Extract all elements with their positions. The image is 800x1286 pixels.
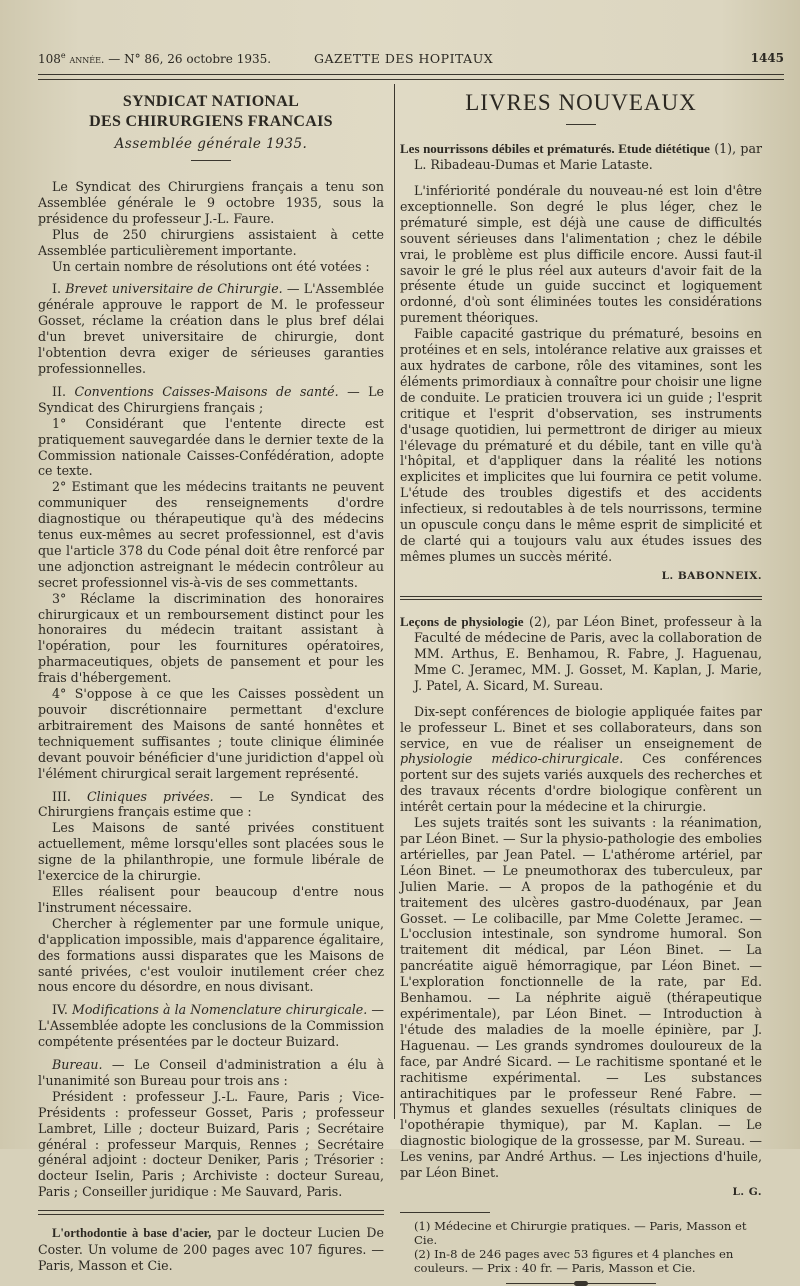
footnotes [400,1219,762,1275]
article-title: SYNDICAT NATIONAL DES CHIRURGIENS FRANCAIS [89,93,333,130]
paragraph: L'infériorité pondérale du nouveau-né est loin d'être exceptionnelle. Son degré le plus léger, chez le prématuré simple, est déjà une cause de difficultés souvent sérieuses dans l'alimentation ; chez le débile vrai, le problème est plus difficile encore. Aussi faut-il savoir le gré le plus réel aux auteurs d'avoir fait de la présente étude un guide succinct et logiquement ordonné, d'où sont éliminées toutes les considérations purement théoriques. [400,183,762,326]
section-conventions: II. Conventions Caisses-Maisons de santé. — Le Syndicat des Chirurgiens français ; [38,383,384,415]
left-column [38,88,384,1274]
paragraph: 2° Estimant que les médecins traitants ne peuvent communiquer des renseignements d'ordre diagnostique ou thérapeutique qu'à des médecins tenus eux-mêmes au secret professionnel, est d'avis que l'article 378 du Code pénal doit être renforcé par une adjonction astreignant le médecin contrôleur au secret professionnel vis-à-vis de ses commettants. [38,479,384,590]
book-notice: L'orthodontie à base d'acier, par le docteur Lucien De Coster. Un volume de 200 pages avec 107 figures. — Paris, Masson et Cie. [38,1225,384,1273]
right-column [400,88,762,1284]
paragraph: Elles réalisent pour beaucoup d'entre nous l'instrument nécessaire. [38,883,384,915]
paragraph: Les sujets traités sont les suivants : la réanimation, par Léon Binet. — Sur la physio-pathologie des embolies artérielles, par Jean Patel. — L'athérome artériel, par Léon Binet. — Le pneumothorax des tuberculeux, par Julien Marie. — A propos de la pathogénie et du traitement des ulcères gastro-duodénaux, par Jean Gosset. — Le colibacille, par Mme Colette Jeramec. — L'occlusion intestinale, son syndrome humoral. Son traitement dit médical, par Léon Binet. — La pancréatite aiguë hémorragique, par Léon Binet. — L'exploration fonctionnelle de la rate, par Ed. Benhamou. — La néphrite aiguë (thérapeutique expérimentale), par Léon Binet. — Introduction à l'étude des maladies de la moelle épinière, par J. Haguenau. — Les grands syndromes douloureux de la face, par André Sicard. — Le rachitisme spontané et le rachitisme expérimental. — Les substances antirachitiques par le professeur René Fabre. — Thymus et glandes sexuelles (résultats cliniques de l'opothérapie thymique), par M. Kaplan. — Le diagnostic biologique de la grossesse, par M. Sureau. — Les venins, par André Arthus. — Les injections d'huile, par Léon Binet. [400,815,763,1181]
review-rule [400,596,762,600]
page-header [38,48,784,70]
article-body [38,179,384,1200]
paragraph: Les Maisons de santé privées constituent actuellement, même lorsqu'elles sont placées sous le signe de la philanthropie, une formule libérale de l'exercice de la chirurgie. [38,820,384,884]
section-nomenclature: IV. Modifications à la Nomenclature chirurgicale. — L'Assemblée adopte les conclusions de la Commission compétente présentées par le docteur Buizard. [38,1002,384,1050]
section-bureau: Bureau. — Le Conseil d'administration a élu à l'unanimité son Bureau pour trois ans : [38,1057,384,1088]
section-title: LIVRES NOUVEAUX [465,90,697,115]
paragraph: Faible capacité gastrique du prématuré, besoins en protéines et en sels, intolérance relative aux graisses et aux hydrates de carbone, rôle des vitamines, sont les éléments primordiaux à connaître pour choisir une ligne de conduite. Le praticien trouvera ici un guide ; l'esprit critique et l'esprit d'observation, ses instruments d'usage quotidien, lui permettront de diriger au mieux l'élevage du prématuré et du débile, tant en ville qu'à l'hôpital, et d'appliquer dans la réalité les notions explicites et implicites que lui fournira ce petit volume. L'étude des troubles digestifs et des accidents infectieux, si redoutables à de tels nourrissons, termine un opuscule conçu dans le même esprit de simplicité et de clarté qui a toujours valu aux études issues des mêmes plumes un succès mérité. [400,326,762,564]
review-body [400,183,762,565]
review-body [400,704,762,1181]
title-rule [191,160,231,161]
paragraph: Le Syndicat des Chirurgiens français a tenu son Assemblée générale le 9 octobre 1935, sous la présidence du professeur J.-L. Faure. [38,179,384,226]
footnote: (2) In-8 de 246 pages avec 53 figures et 4 planches en couleurs. — Prix : 40 fr. — Paris, Masson et Cie. [414,1246,734,1275]
paragraph: Chercher à réglementer par une formule unique, d'application impossible, mais d'apparence égalitaire, des formations aussi disparates que les Maisons de santé privées, c'est vouloir inutilement créer chez nous encore du désordre, en nous divisant. [38,915,384,995]
column-divider [394,84,395,1119]
journal-name: GAZETTE DES HOPITAUX [314,51,494,66]
footnote: (1) Médecine et Chirurgie pratiques. — Paris, Masson et Cie. [414,1218,747,1247]
page-number: 1445 [750,51,784,65]
paragraph: 4° S'oppose à ce que les Caisses possèdent un pouvoir discrétionnaire permettant d'exclure arbitrairement des Maisons de santé honnêtes et techniquement suffisantes ; toute clinique éliminée devant pouvoir bénéficier d'une juridiction d'appel où l'élément chirurgical serait largement représenté. [38,686,384,781]
paragraph: Un certain nombre de résolutions ont été votées : [52,258,370,274]
header-rule [38,74,784,80]
reviewer-signature: L. G. [732,1185,762,1198]
book-heading-physiologie: Leçons de physiologie (2), par Léon Binet, professeur à la Faculté de médecine de Paris, avec la collaboration de MM. Arthus, E. Benhamou, R. Fabre, J. Haguenau, Mme C. Jeramec, MM. J. Gosset, M. Kaplan, J. Marie, J. Patel, A. Sicard, M. Sureau. [400,613,763,693]
section-cliniques: III. Cliniques privées. — Le Syndicat des Chirurgiens français estime que : [38,788,385,820]
bureau-list: Président : professeur J.-L. Faure, Paris ; Vice-Présidents : professeur Gosset, Paris ; professeur Lambret, Lille ; docteur Buizard, Paris ; Secrétaire général : professeur Marquis, Rennes ; Secrétaire général adjoint : docteur Deniker, Paris ; Trésorier : docteur Iselin, Paris ; Archiviste : docteur Sureau, Paris ; Conseiller juridique : Me Sauvard, Paris. [38,1088,384,1200]
paragraph: 3° Réclame la discrimination des honoraires chirurgicaux et un remboursement distinct pour les honoraires du médecin traitant assistant à l'opération, pour les fournitures opératoires, pharmaceutiques, objets de pansement et pour les frais d'hébergement. [38,590,384,686]
footnote-rule [400,1212,490,1213]
section-rule [38,1210,384,1215]
paragraph: Dix-sept conférences de biologie appliquée faites par le professeur L. Binet et ses collaborateurs, dans son service, en vue de réaliser un enseignement de physiologie médico-chirurgicale. Ces conférences portent sur des sujets variés auxquels des recherches et des travaux récents d'ordre biologique confèrent un intérêt certain pour la médecine et la chirurgie. [400,703,762,815]
end-ornament [506,1283,656,1284]
issue-info: 108e année. — N° 86, 26 octobre 1935. [38,51,272,66]
title-rule [566,124,596,125]
paragraph: Plus de 250 chirurgiens assistaient à cette Assemblée particulièrement importante. [38,226,384,258]
reviewer-signature: L. BABONNEIX. [661,569,762,582]
book-heading-nourrissons: Les nourrissons débiles et prématurés. Etude diététique (1), par L. Ribadeau-Dumas et Marie Lataste. [400,141,763,172]
article-subtitle: Assemblée générale 1935. [114,136,308,152]
section-brevet: I. Brevet universitaire de Chirurgie. — L'Assemblée générale approuve le rapport de M. le professeur Gosset, réclame la création dans le plus bref délai d'un brevet universitaire de chirurgie, dont l'obtention devra exiger de sérieuses garanties professionnelles. [38,281,384,376]
paragraph: 1° Considérant que l'entente directe est pratiquement sauvegardée dans le dernier texte de la Commission nationale Caisses-Confédération, adopte ce texte. [38,415,384,479]
